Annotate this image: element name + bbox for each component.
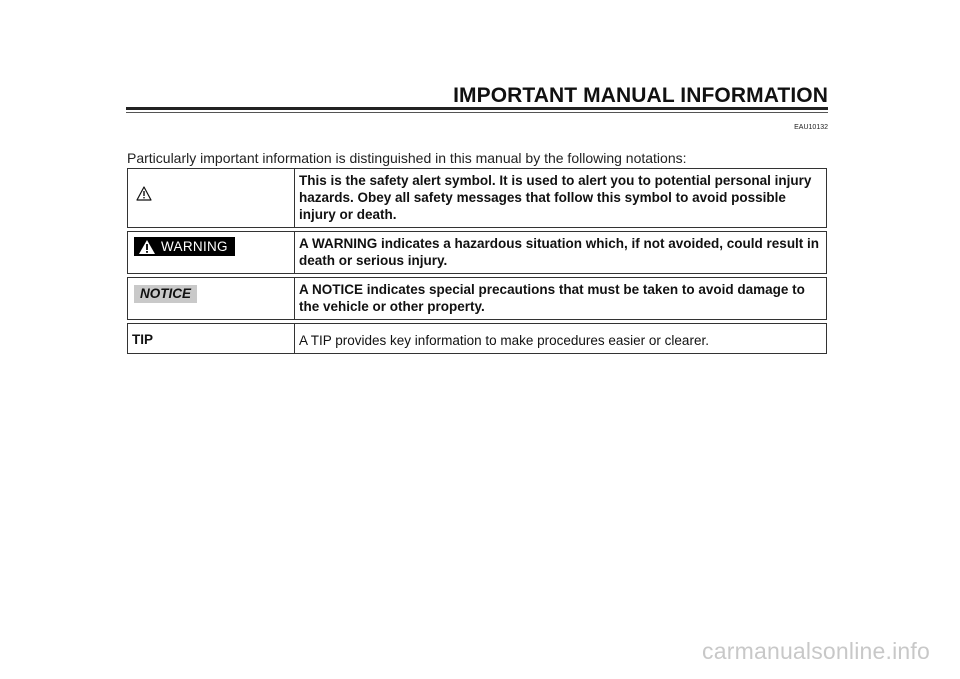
safety-alert-symbol-cell bbox=[128, 169, 295, 228]
notice-description-cell bbox=[295, 278, 827, 320]
intro-text: Particularly important information is distinguished in this manual by the following notations: bbox=[127, 150, 687, 166]
warning-symbol-cell bbox=[128, 232, 295, 274]
safety-alert-description: This is the safety alert symbol. It is used to alert you to potential personal injury hazards. Obey all safety messages that follow this symbol to avoid possible injury or death. bbox=[299, 173, 812, 222]
warning-description: A WARNING indicates a hazardous situation which, if not avoided, could result in death or serious injury. bbox=[299, 236, 820, 268]
title-rule bbox=[126, 107, 828, 110]
title-rule-thin bbox=[126, 112, 828, 113]
warning-label-badge bbox=[134, 237, 235, 256]
notation-table bbox=[127, 168, 827, 354]
notice-label: NOTICE bbox=[134, 285, 197, 303]
tip-label: TIP bbox=[132, 332, 154, 347]
warning-icon bbox=[138, 239, 156, 255]
warning-description-cell bbox=[295, 232, 827, 274]
warning-label: WARNING bbox=[161, 239, 228, 254]
notation-row-safety-alert bbox=[128, 169, 827, 228]
notation-row-notice bbox=[128, 278, 827, 320]
page-title: IMPORTANT MANUAL INFORMATION bbox=[453, 84, 828, 107]
tip-description-cell bbox=[295, 324, 827, 354]
notation-row-tip bbox=[128, 324, 827, 354]
document-code: EAU10132 bbox=[794, 124, 828, 131]
notice-symbol-cell bbox=[128, 278, 295, 320]
alert-triangle-icon bbox=[136, 186, 152, 201]
notice-description: A NOTICE indicates special precautions that must be taken to avoid damage to the vehicle or other property. bbox=[299, 282, 805, 314]
tip-symbol-cell bbox=[128, 324, 295, 354]
tip-description: A TIP provides key information to make procedures easier or clearer. bbox=[299, 333, 709, 348]
safety-alert-description-cell bbox=[295, 169, 827, 228]
watermark: carmanualsonline.info bbox=[702, 638, 930, 664]
notation-row-warning bbox=[128, 232, 827, 274]
